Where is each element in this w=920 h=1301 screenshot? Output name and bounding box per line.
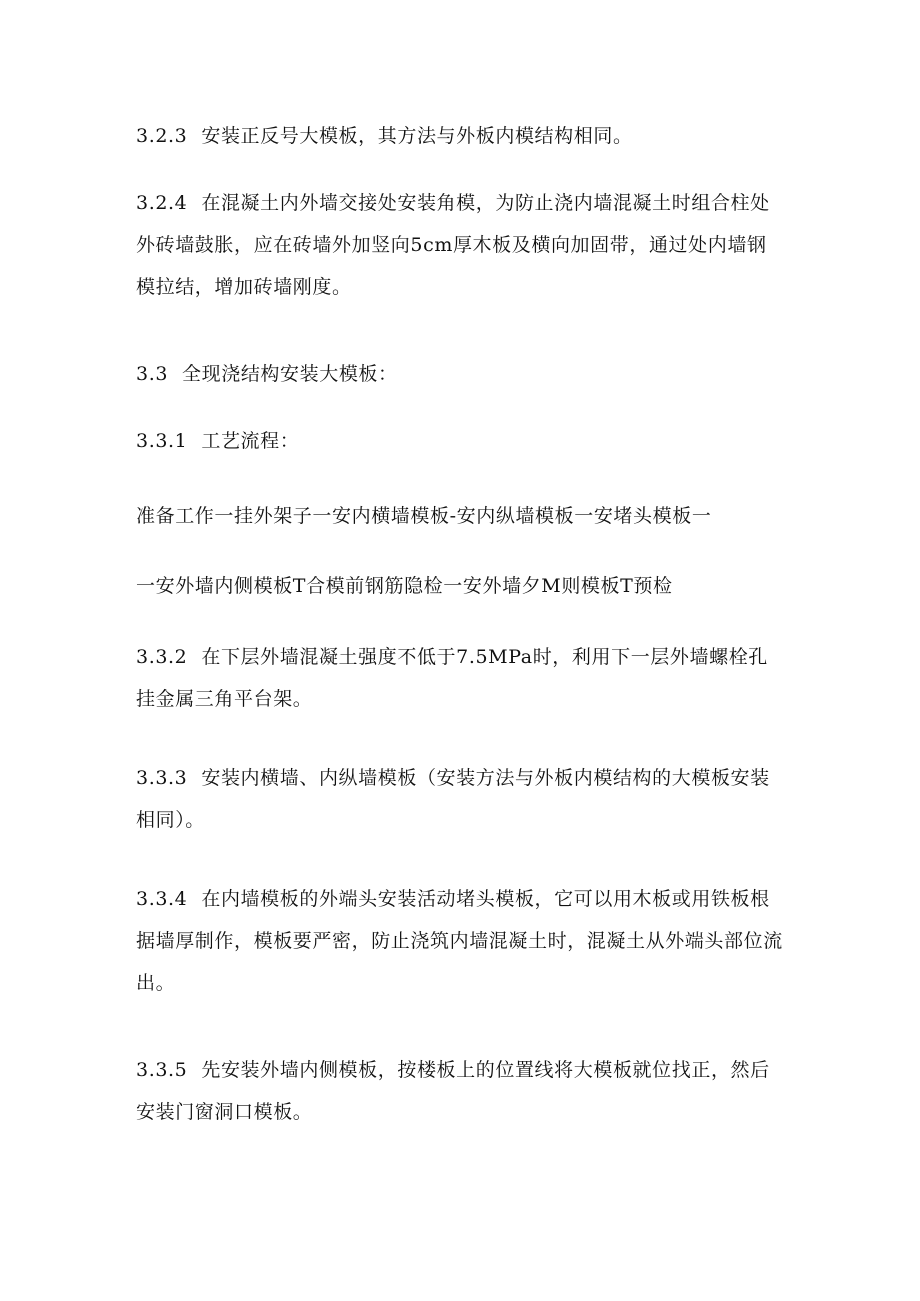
paragraph-text: 在内墙模板的外端头安装活动堵头模板，它可以用木板或用铁板根据墙厚制作，模板要严密，防止浇筑内墙混凝土时，混凝土从外端头部位流出。 xyxy=(136,888,783,994)
paragraph-3-3-4 xyxy=(136,878,786,1004)
paragraph-3-3-3 xyxy=(136,757,786,841)
section-number: 3.2.4 xyxy=(136,192,188,214)
paragraph-3-3-5 xyxy=(136,1049,786,1133)
paragraph-3-2-3 xyxy=(136,115,786,157)
section-number: 3.3.2 xyxy=(136,646,188,668)
paragraph-3-3-2 xyxy=(136,636,786,720)
paragraph-text: 安装正反号大模板，其方法与外板内模结构相同。 xyxy=(201,125,633,147)
process-flow-line-1 xyxy=(136,495,786,537)
paragraph-3-2-4 xyxy=(136,182,786,308)
paragraph-text: 一安外墙内侧模板T合模前钢筋隐检一安外墙夕M则模板T预检 xyxy=(136,575,673,597)
paragraph-text: 在混凝土内外墙交接处安装角模，为防止浇内墙混凝土时组合柱处外砖墙鼓胀，应在砖墙外加竖向5cm厚木板及横向加固带，通过处内墙钢模拉结，增加砖墙刚度。 xyxy=(136,192,770,298)
section-number: 3.2.3 xyxy=(136,125,188,147)
process-flow-line-2 xyxy=(136,565,786,607)
paragraph-text: 在下层外墙混凝土强度不低于7.5MPa时，利用下一层外墙螺栓孔挂金属三角平台架。 xyxy=(136,646,768,710)
paragraph-text: 准备工作一挂外架子一安内横墙模板-安内纵墙模板一安堵头模板一 xyxy=(136,505,712,527)
section-number: 3.3.5 xyxy=(136,1059,188,1081)
section-number: 3.3.4 xyxy=(136,888,188,910)
section-number: 3.3.1 xyxy=(136,430,188,452)
paragraph-text: 工艺流程： xyxy=(201,430,300,452)
paragraph-text: 先安装外墙内侧模板，按楼板上的位置线将大模板就位找正，然后安装门窗洞口模板。 xyxy=(136,1059,770,1123)
paragraph-text: 安装内横墙、内纵墙模板（安装方法与外板内模结构的大模板安装相同）。 xyxy=(136,767,770,831)
section-number: 3.3.3 xyxy=(136,767,188,789)
paragraph-3-3 xyxy=(136,353,786,395)
paragraph-3-3-1 xyxy=(136,420,786,462)
paragraph-text: 全现浇结构安装大模板： xyxy=(182,363,398,385)
section-number: 3.3 xyxy=(136,363,169,385)
